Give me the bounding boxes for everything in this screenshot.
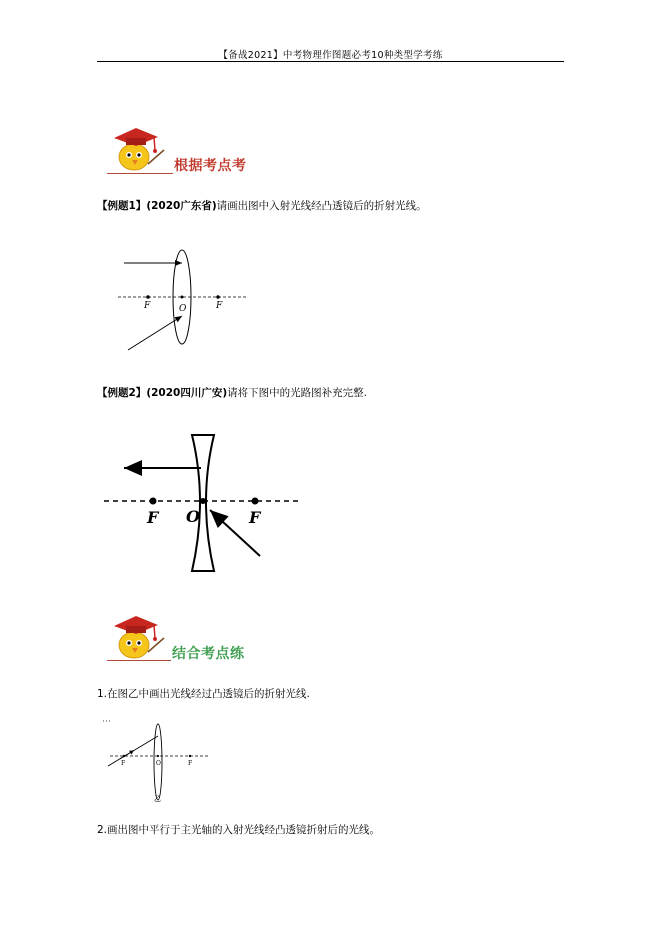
example1-convex-lens-diagram	[110, 240, 255, 358]
example2-concave-lens-diagram	[100, 430, 305, 577]
example2-label: 【例题2】	[97, 387, 147, 399]
graduate-chick-icon	[108, 612, 170, 662]
focus-left-point	[146, 295, 150, 299]
section1-underline	[107, 173, 173, 174]
example1-text: 请画出图中入射光线经凸透镜后的折射光线。	[216, 200, 427, 212]
optical-center-point	[157, 755, 159, 757]
optical-center-point	[181, 296, 184, 299]
center-label: O	[186, 507, 200, 526]
graduate-chick-icon	[108, 124, 170, 174]
page-header-title: 【备战2021】中考物理作图题必考10种类型学考练	[218, 50, 443, 61]
focus-right-label: F	[216, 301, 223, 311]
optical-center-point	[200, 498, 206, 504]
example1-source: (2020广东省)	[146, 200, 217, 212]
focus-right-point	[216, 295, 220, 299]
exercise2-question: 2.画出图中平行于主光轴的入射光线经凸透镜折射后的光线。	[97, 824, 381, 836]
figure-caption: 乙	[154, 795, 161, 803]
focus-left-point	[150, 498, 157, 505]
example2-question	[97, 385, 367, 400]
focus-left-label: F	[144, 301, 151, 311]
section1-title: 根据考点考	[174, 158, 247, 174]
section2-title: 结合考点练	[172, 646, 245, 662]
focus-right-point	[189, 755, 191, 757]
focus-left-point	[123, 755, 125, 757]
incident-ray-arrow	[120, 750, 134, 758]
example2-source: (2020四川广安)	[146, 387, 228, 399]
center-label: O	[179, 304, 187, 314]
header-divider	[97, 61, 564, 62]
focus-right-label: F	[249, 508, 261, 527]
example2-text: 请将下图中的光路图补充完整.	[227, 387, 367, 399]
center-label: O	[156, 760, 161, 767]
focus-right-label: F	[188, 760, 193, 767]
focus-right-point	[252, 498, 259, 505]
example1-label: 【例题1】	[97, 200, 147, 212]
focus-left-label: F	[147, 508, 159, 527]
example1-question	[97, 198, 427, 213]
exercise1-question: 1.在图乙中画出光线经过凸透镜后的折射光线.	[97, 688, 310, 700]
incident-ray-oblique	[128, 316, 182, 350]
exercise1-convex-lens-diagram	[100, 718, 212, 804]
section2-underline	[107, 660, 171, 661]
focus-left-label: F	[121, 760, 126, 767]
